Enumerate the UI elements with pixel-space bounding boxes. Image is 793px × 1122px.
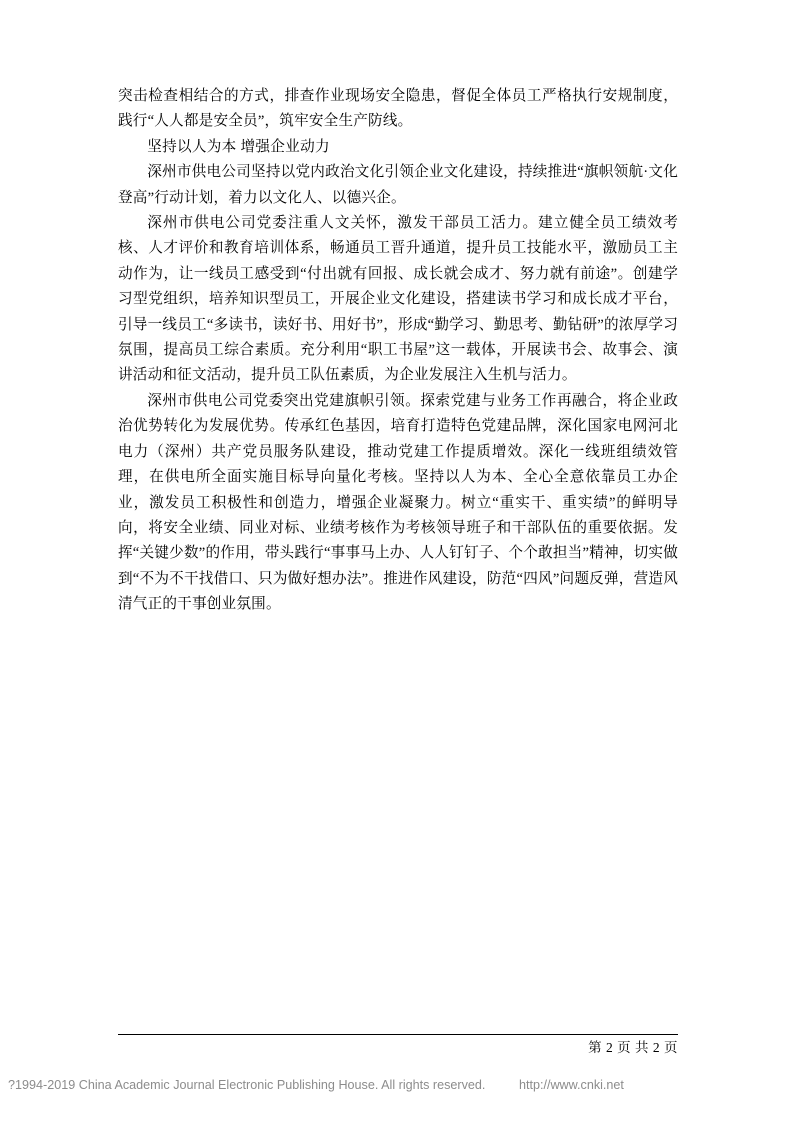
copyright-url: http://www.cnki.net: [518, 1078, 624, 1092]
page-number: 第 2 页 共 2 页: [588, 1040, 678, 1055]
copyright-notice: [8, 1078, 785, 1092]
footer-divider: [118, 1034, 678, 1035]
paragraph-2: 深州市供电公司坚持以党内政治文化引领企业文化建设，持续推进“旗帜领航·文化登高”行动计划，着力以文化人、以德兴企。: [118, 164, 678, 206]
paragraph-1: 突击检查相结合的方式，排查作业现场安全隐患，督促全体员工严格执行安规制度，践行“人人都是安全员”，筑牢安全生产防线。: [118, 88, 678, 130]
copyright-text: ?1994-2019 China Academic Journal Electronic Publishing House. All rights reserved.: [8, 1078, 486, 1092]
document-body: [118, 84, 678, 618]
section-heading: 坚持以人为本 增强企业动力: [147, 138, 330, 155]
paragraph-4: 深州市供电公司党委突出党建旗帜引领。探索党建与业务工作再融合，将企业政治优势转化为发展优势。传承红色基因，培育打造特色党建品牌，深化国家电网河北电力（深州）共产党员服务队建设，推动党建工作提质增效。深化一线班组绩效管理，在供电所全面实施目标导向量化考核。坚持以人为本、全心全意依靠员工办企业，激发员工积极性和创造力，增强企业凝聚力。树立“重实干、重实绩”的鲜明导向，将安全业绩、同业对标、业绩考核作为考核领导班子和干部队伍的重要依据。发挥“关键少数”的作用，带头践行“事事马上办、人人钉钉子、个个敢担当”精神，切实做到“不为不干找借口、只为做好想办法”。推进作风建设，防范“四风”问题反弹，营造风清气正的干事创业氛围。: [118, 392, 678, 613]
paragraph-3: 深州市供电公司党委注重人文关怀，激发干部员工活力。建立健全员工绩效考核、人才评价和教育培训体系，畅通员工晋升通道，提升员工技能水平，激励员工主动作为，让一线员工感受到“付出就有回报、成长就会成才、努力就有前途”。创建学习型党组织，培养知识型员工，开展企业文化建设，搭建读书学习和成长成才平台，引导一线员工“多读书，读好书、用好书”，形成“勤学习、勤思考、勤钻研”的浓厚学习氛围，提高员工综合素质。充分利用“职工书屋”这一载体，开展读书会、故事会、演讲活动和征文活动，提升员工队伍素质，为企业发展注入生机与活力。: [118, 215, 678, 384]
